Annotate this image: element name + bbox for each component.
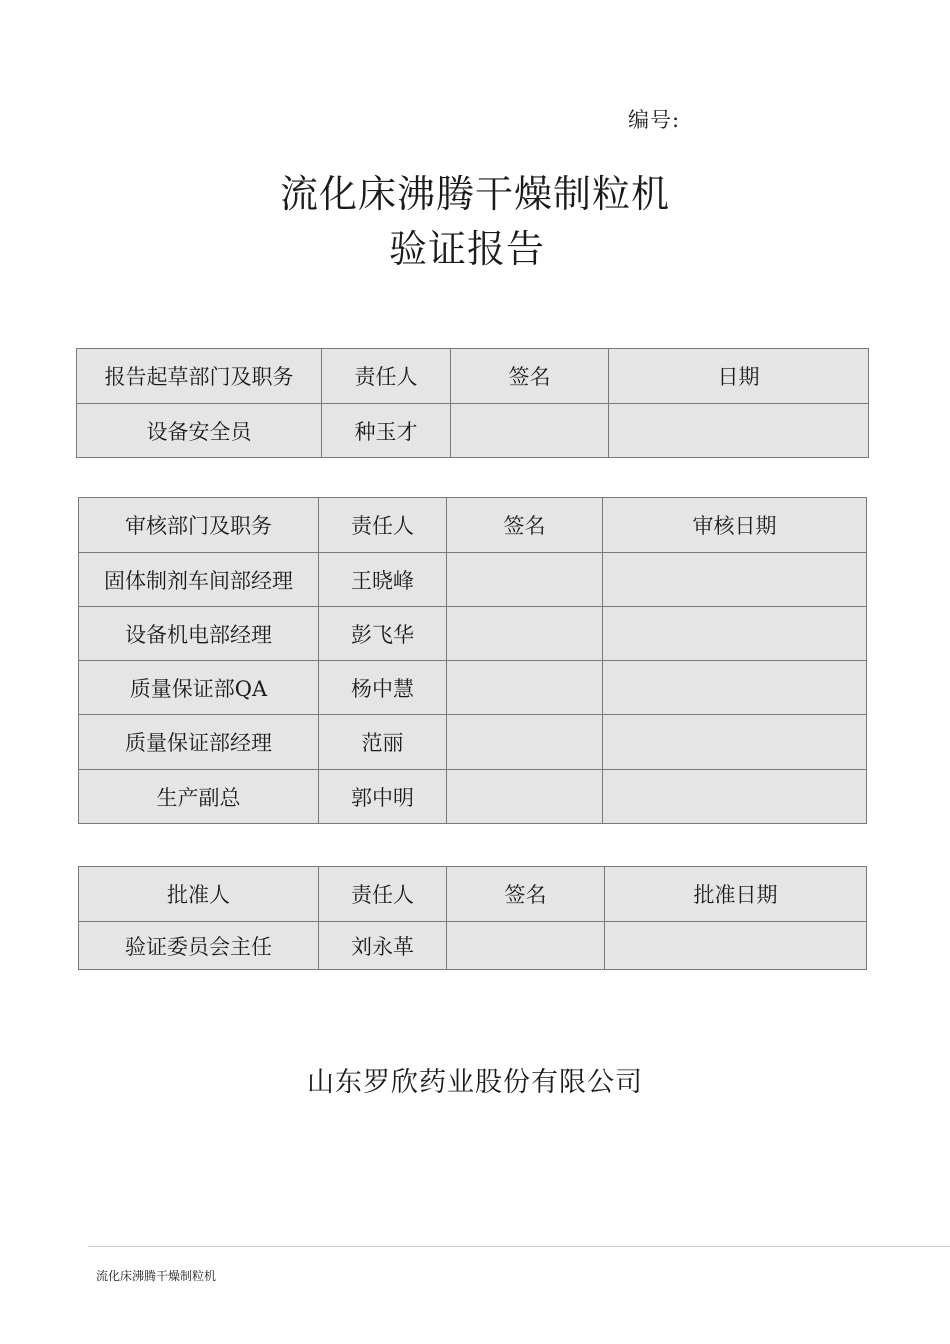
table-header-row (77, 349, 869, 404)
header-responsible-person: 责任人 (319, 867, 447, 922)
report-title-line-1: 流化床沸腾干燥制粒机 (279, 172, 670, 216)
header-date: 日期 (609, 349, 869, 404)
table-row (77, 404, 869, 458)
cell-department: 固体制剂车间部经理 (79, 553, 319, 607)
header-approver: 批准人 (79, 867, 319, 922)
cell-department: 设备安全员 (77, 404, 322, 458)
cell-responsible-person: 刘永革 (319, 922, 447, 970)
drafting-table (76, 348, 869, 458)
header-review-date: 审核日期 (603, 498, 867, 553)
cell-department: 质量保证部QA (79, 661, 319, 715)
cell-date (605, 922, 867, 970)
table-row (79, 770, 867, 824)
header-responsible-person: 责任人 (319, 498, 447, 553)
cell-responsible-person: 杨中慧 (319, 661, 447, 715)
cell-responsible-person: 范丽 (319, 715, 447, 770)
cell-signature (447, 922, 605, 970)
table-row (79, 715, 867, 770)
footer-text: 流化床沸腾干燥制粒机 (96, 1269, 217, 1283)
company-name: 山东罗欣药业股份有限公司 (307, 1067, 643, 1098)
cell-signature (447, 715, 603, 770)
cell-signature (447, 661, 603, 715)
cell-date (603, 661, 867, 715)
header-signature: 签名 (447, 867, 605, 922)
cell-date (609, 404, 869, 458)
header-signature: 签名 (447, 498, 603, 553)
table-row (79, 661, 867, 715)
cell-date (603, 715, 867, 770)
report-title-line-2: 验证报告 (388, 227, 545, 271)
header-responsible-person: 责任人 (322, 349, 451, 404)
table-row (79, 607, 867, 661)
review-table (78, 497, 867, 824)
cell-signature (447, 607, 603, 661)
header-department: 审核部门及职务 (79, 498, 319, 553)
table-row (79, 922, 867, 970)
table-header-row (79, 867, 867, 922)
cell-signature (451, 404, 609, 458)
cell-date (603, 553, 867, 607)
cell-department: 生产副总 (79, 770, 319, 824)
cell-date (603, 770, 867, 824)
header-approval-date: 批准日期 (605, 867, 867, 922)
table-row (79, 553, 867, 607)
cell-responsible-person: 彭飞华 (319, 607, 447, 661)
cell-department: 质量保证部经理 (79, 715, 319, 770)
cell-responsible-person: 郭中明 (319, 770, 447, 824)
header-department: 报告起草部门及职务 (77, 349, 322, 404)
cell-signature (447, 770, 603, 824)
cell-date (603, 607, 867, 661)
document-number-label: 编号: (628, 108, 681, 132)
cell-signature (447, 553, 603, 607)
cell-responsible-person: 种玉才 (322, 404, 451, 458)
footer-divider (88, 1246, 950, 1247)
table-header-row (79, 498, 867, 553)
cell-responsible-person: 王晓峰 (319, 553, 447, 607)
cell-approver: 验证委员会主任 (79, 922, 319, 970)
cell-department: 设备机电部经理 (79, 607, 319, 661)
approval-table (78, 866, 867, 970)
header-signature: 签名 (451, 349, 609, 404)
